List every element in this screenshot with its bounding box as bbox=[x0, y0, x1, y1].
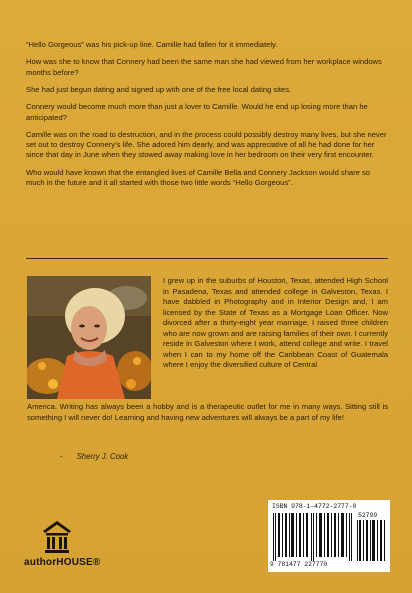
blurb-paragraph: She had just begun dating and signed up with one of the free local dating sites. bbox=[26, 84, 292, 94]
authorhouse-house-icon bbox=[42, 519, 72, 555]
author-photo-illustration bbox=[27, 276, 151, 399]
isbn-label: ISBN 978-1-4772-2777-0 bbox=[272, 503, 357, 510]
barcode-supplement-number: 52799 bbox=[358, 512, 378, 519]
book-blurb bbox=[26, 40, 390, 195]
publisher-name: authorHOUSE® bbox=[24, 557, 101, 568]
signature-dash: - bbox=[60, 452, 63, 461]
author-photo bbox=[27, 276, 151, 399]
author-signature bbox=[60, 452, 128, 461]
blurb-paragraph: “Hello Gorgeous” was his pick-up line. Camille had fallen for it immediately. bbox=[26, 40, 278, 49]
author-bio: I grew up in the suburbs of Houston, Texas, attended High School in Pasadena, Texas and attended college in Galveston, Texas. I have dabbled in Photography and in Interior Design and, I am licensed by the State of Texas as a Mortgage Loan Officer. Now divorced after a thirty-eight year marriage, I raised three children who are now grown and are raising families of their own. I currently reside in Galveston where I work, attend college and write. I travel when I can to my home off the Caribbean Coast of Guatemala where I enjoy the diversified culture of Central bbox=[163, 276, 388, 369]
author-name: Sherry J. Cook bbox=[76, 452, 129, 461]
blurb-paragraph: Who would have known that the entangled lives of Camille Bella and Connery Jackson would share so much in the future and it all started with those two little words “Hello Gorgeous”. bbox=[26, 167, 371, 187]
author-bio-continued: America. Writing has always been a hobby and is a therapeutic outlet for me in many ways. Sitting still is something I will never do! Learning and having new adventures will always be a part of my life! bbox=[27, 402, 388, 422]
blurb-paragraph: Connery would become much more than just a lover to Camille. Would he end up losing more than he anticipated? bbox=[26, 102, 368, 122]
barcode-bars bbox=[272, 513, 354, 561]
isbn-barcode bbox=[268, 500, 390, 572]
divider-line bbox=[26, 258, 388, 259]
barcode-digits: 9 781477 227770 bbox=[270, 561, 328, 568]
blurb-paragraph: Camille was on the road to destruction, and in the process could possibly destroy many lives, but she never set out to destroy Connery’s life. She adored him dearly, and was appreciative of all he had done for her since that day in June when they stowed away making love in her bedroom on their very first encounter. bbox=[26, 129, 387, 160]
blurb-paragraph: How was she to know that Connery had been the same man she had viewed from her workplace windows months before? bbox=[26, 57, 382, 77]
barcode-supplement-bars bbox=[357, 520, 387, 561]
publisher-logo bbox=[24, 519, 124, 571]
